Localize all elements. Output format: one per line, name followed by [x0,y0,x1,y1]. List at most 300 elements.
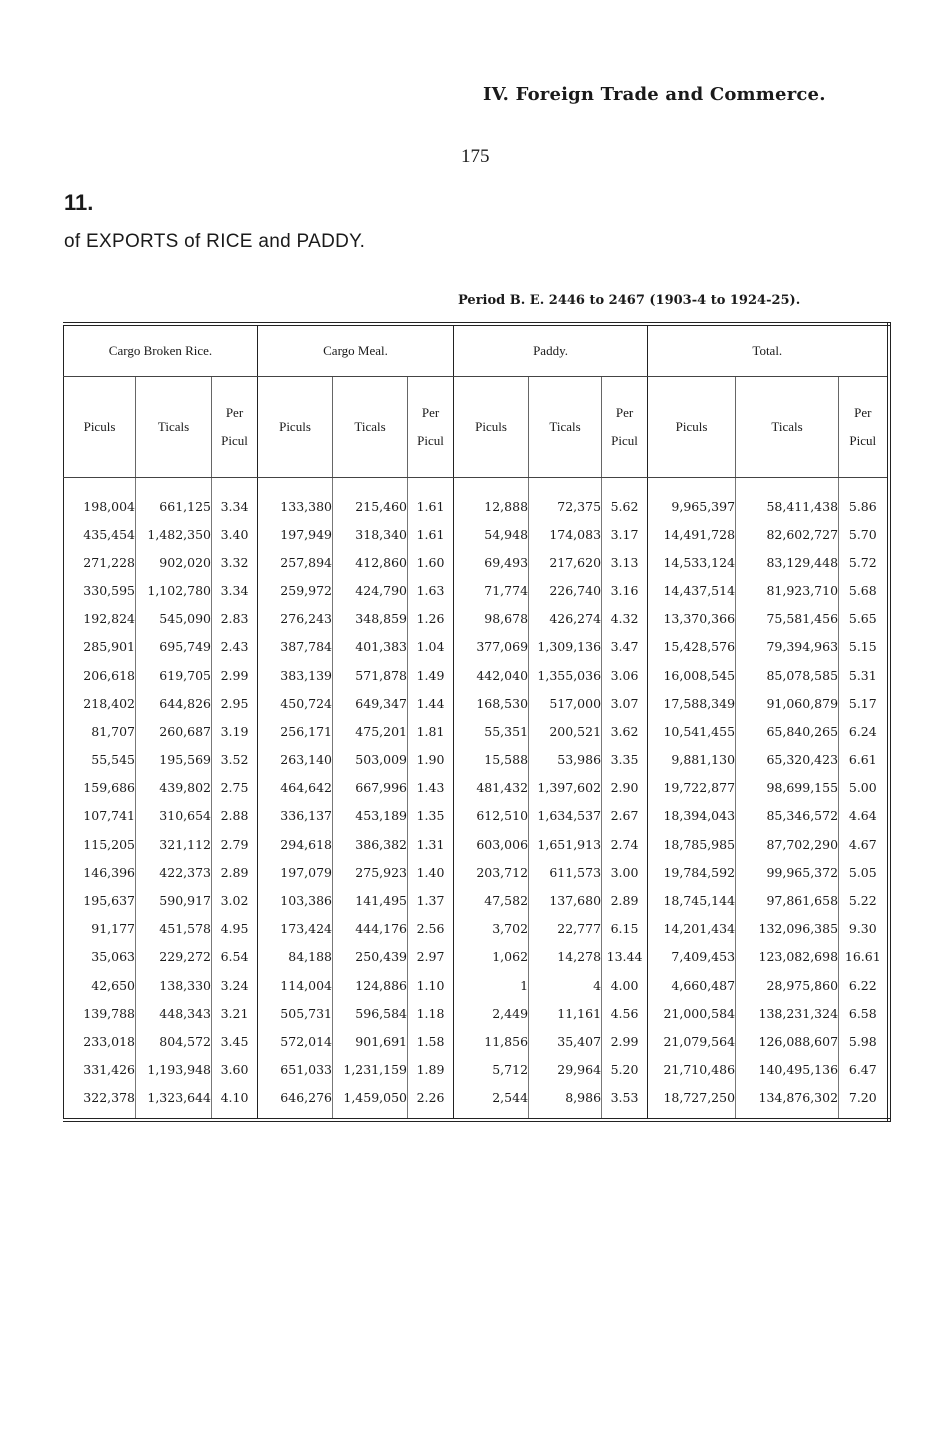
table-row [64,971,889,999]
cell-total-per-picul: 5.98 [839,1027,889,1055]
cell-broken-rice-ticals: 260,687 [136,717,212,745]
cell-meal-ticals: 412,860 [333,548,408,576]
cell-meal-per-picul: 1.43 [408,774,454,802]
table-body [64,478,889,1120]
cell-paddy-ticals: 29,964 [529,1056,602,1084]
cell-total-ticals: 123,082,698 [736,943,839,971]
cell-total-per-picul: 5.05 [839,858,889,886]
column-header-row [64,377,889,478]
table-row [64,774,889,802]
cell-broken-rice-piculs: 146,396 [64,858,136,886]
cell-broken-rice-piculs: 218,402 [64,689,136,717]
cell-total-ticals: 83,129,448 [736,548,839,576]
cell-meal-ticals: 386,382 [333,830,408,858]
cell-meal-piculs: 103,386 [258,886,333,914]
cell-paddy-piculs: 1 [454,971,529,999]
column-header-piculs: Piculs [648,377,736,478]
exports-table-container [63,322,888,1122]
cell-paddy-piculs: 69,493 [454,548,529,576]
cell-paddy-piculs: 603,006 [454,830,529,858]
cell-paddy-per-picul: 4.00 [602,971,648,999]
column-header-per-picul: Per Picul [839,377,889,478]
cell-meal-per-picul: 1.35 [408,802,454,830]
cell-broken-rice-per-picul: 6.54 [212,943,258,971]
cell-paddy-ticals: 22,777 [529,915,602,943]
cell-broken-rice-per-picul: 3.40 [212,520,258,548]
cell-meal-piculs: 263,140 [258,746,333,774]
cell-total-piculs: 10,541,455 [648,717,736,745]
cell-total-ticals: 87,702,290 [736,830,839,858]
cell-total-per-picul: 6.22 [839,971,889,999]
cell-broken-rice-per-picul: 2.43 [212,633,258,661]
column-header-piculs: Piculs [64,377,136,478]
cell-total-ticals: 132,096,385 [736,915,839,943]
cell-total-piculs: 18,727,250 [648,1084,736,1120]
cell-meal-piculs: 256,171 [258,717,333,745]
cell-meal-piculs: 259,972 [258,576,333,604]
cell-broken-rice-per-picul: 4.10 [212,1084,258,1120]
table-row [64,661,889,689]
cell-total-ticals: 85,346,572 [736,802,839,830]
cell-meal-piculs: 646,276 [258,1084,333,1120]
table-row [64,746,889,774]
cell-paddy-piculs: 11,856 [454,1027,529,1055]
cell-broken-rice-per-picul: 3.45 [212,1027,258,1055]
cell-meal-per-picul: 1.31 [408,830,454,858]
cell-meal-ticals: 503,009 [333,746,408,774]
cell-total-per-picul: 6.24 [839,717,889,745]
cell-paddy-ticals: 200,521 [529,717,602,745]
cell-total-ticals: 82,602,727 [736,520,839,548]
cell-meal-piculs: 173,424 [258,915,333,943]
cell-paddy-ticals: 14,278 [529,943,602,971]
cell-paddy-per-picul: 3.00 [602,858,648,886]
cell-total-ticals: 28,975,860 [736,971,839,999]
cell-meal-piculs: 572,014 [258,1027,333,1055]
cell-broken-rice-per-picul: 2.79 [212,830,258,858]
cell-meal-ticals: 318,340 [333,520,408,548]
cell-paddy-per-picul: 3.35 [602,746,648,774]
table-row [64,886,889,914]
cell-paddy-ticals: 1,651,913 [529,830,602,858]
cell-paddy-piculs: 2,449 [454,999,529,1027]
cell-paddy-piculs: 2,544 [454,1084,529,1120]
cell-paddy-per-picul: 2.74 [602,830,648,858]
cell-paddy-piculs: 98,678 [454,605,529,633]
cell-total-ticals: 85,078,585 [736,661,839,689]
cell-meal-piculs: 197,949 [258,520,333,548]
cell-broken-rice-per-picul: 2.89 [212,858,258,886]
cell-total-piculs: 21,000,584 [648,999,736,1027]
cell-broken-rice-per-picul: 3.60 [212,1056,258,1084]
cell-broken-rice-per-picul: 3.02 [212,886,258,914]
group-header-total: Total. [648,324,889,377]
cell-broken-rice-per-picul: 3.34 [212,478,258,521]
cell-meal-ticals: 596,584 [333,999,408,1027]
cell-meal-per-picul: 1.37 [408,886,454,914]
cell-total-piculs: 17,588,349 [648,689,736,717]
cell-total-piculs: 21,710,486 [648,1056,736,1084]
cell-broken-rice-ticals: 448,343 [136,999,212,1027]
cell-total-per-picul: 5.65 [839,605,889,633]
cell-total-piculs: 4,660,487 [648,971,736,999]
cell-total-piculs: 13,370,366 [648,605,736,633]
cell-meal-per-picul: 1.26 [408,605,454,633]
cell-paddy-per-picul: 2.89 [602,886,648,914]
cell-total-ticals: 98,699,155 [736,774,839,802]
cell-paddy-ticals: 11,161 [529,999,602,1027]
cell-paddy-ticals: 611,573 [529,858,602,886]
cell-paddy-piculs: 71,774 [454,576,529,604]
cell-total-piculs: 9,965,397 [648,478,736,521]
cell-total-piculs: 21,079,564 [648,1027,736,1055]
cell-broken-rice-piculs: 115,205 [64,830,136,858]
cell-paddy-per-picul: 4.32 [602,605,648,633]
cell-total-per-picul: 6.58 [839,999,889,1027]
cell-paddy-ticals: 35,407 [529,1027,602,1055]
cell-total-ticals: 79,394,963 [736,633,839,661]
table-row [64,576,889,604]
cell-paddy-ticals: 1,309,136 [529,633,602,661]
cell-total-per-picul: 9.30 [839,915,889,943]
cell-broken-rice-piculs: 35,063 [64,943,136,971]
cell-meal-ticals: 571,878 [333,661,408,689]
cell-broken-rice-piculs: 139,788 [64,999,136,1027]
cell-meal-ticals: 1,459,050 [333,1084,408,1120]
cell-meal-ticals: 901,691 [333,1027,408,1055]
cell-meal-ticals: 401,383 [333,633,408,661]
column-header-piculs: Piculs [258,377,333,478]
group-header-paddy: Paddy. [454,324,648,377]
cell-meal-ticals: 215,460 [333,478,408,521]
cell-total-ticals: 140,495,136 [736,1056,839,1084]
table-number: 11. [64,190,94,215]
group-header-row [64,324,889,377]
cell-broken-rice-ticals: 804,572 [136,1027,212,1055]
cell-broken-rice-per-picul: 3.32 [212,548,258,576]
cell-meal-ticals: 424,790 [333,576,408,604]
cell-meal-per-picul: 1.18 [408,999,454,1027]
cell-broken-rice-per-picul: 2.75 [212,774,258,802]
cell-total-piculs: 18,785,985 [648,830,736,858]
cell-meal-per-picul: 1.61 [408,520,454,548]
cell-broken-rice-per-picul: 4.95 [212,915,258,943]
cell-paddy-ticals: 174,083 [529,520,602,548]
cell-broken-rice-ticals: 310,654 [136,802,212,830]
cell-total-per-picul: 5.17 [839,689,889,717]
cell-broken-rice-per-picul: 2.88 [212,802,258,830]
cell-total-per-picul: 4.67 [839,830,889,858]
cell-total-piculs: 19,784,592 [648,858,736,886]
cell-total-per-picul: 7.20 [839,1084,889,1120]
cell-meal-per-picul: 1.63 [408,576,454,604]
group-header-meal: Cargo Meal. [258,324,454,377]
cell-total-piculs: 14,491,728 [648,520,736,548]
cell-broken-rice-piculs: 322,378 [64,1084,136,1120]
cell-broken-rice-piculs: 435,454 [64,520,136,548]
cell-meal-per-picul: 1.40 [408,858,454,886]
cell-meal-per-picul: 1.61 [408,478,454,521]
cell-meal-per-picul: 1.81 [408,717,454,745]
cell-broken-rice-ticals: 229,272 [136,943,212,971]
cell-meal-ticals: 250,439 [333,943,408,971]
cell-broken-rice-ticals: 590,917 [136,886,212,914]
cell-total-piculs: 9,881,130 [648,746,736,774]
cell-total-ticals: 81,923,710 [736,576,839,604]
cell-paddy-per-picul: 2.99 [602,1027,648,1055]
cell-meal-per-picul: 1.10 [408,971,454,999]
cell-broken-rice-piculs: 91,177 [64,915,136,943]
cell-paddy-ticals: 226,740 [529,576,602,604]
cell-paddy-piculs: 377,069 [454,633,529,661]
cell-broken-rice-ticals: 1,482,350 [136,520,212,548]
cell-total-per-picul: 6.61 [839,746,889,774]
cell-broken-rice-piculs: 233,018 [64,1027,136,1055]
cell-broken-rice-piculs: 81,707 [64,717,136,745]
column-header-ticals: Ticals [136,377,212,478]
table-row [64,478,889,521]
cell-broken-rice-ticals: 644,826 [136,689,212,717]
cell-broken-rice-piculs: 206,618 [64,661,136,689]
table-row [64,717,889,745]
cell-paddy-ticals: 53,986 [529,746,602,774]
cell-total-ticals: 97,861,658 [736,886,839,914]
cell-broken-rice-piculs: 159,686 [64,774,136,802]
cell-broken-rice-per-picul: 2.83 [212,605,258,633]
cell-paddy-per-picul: 3.47 [602,633,648,661]
exports-table [63,322,891,1122]
table-row [64,943,889,971]
cell-paddy-piculs: 612,510 [454,802,529,830]
column-header-piculs: Piculs [454,377,529,478]
cell-paddy-piculs: 55,351 [454,717,529,745]
cell-paddy-ticals: 517,000 [529,689,602,717]
cell-paddy-ticals: 1,397,602 [529,774,602,802]
cell-paddy-per-picul: 3.13 [602,548,648,576]
cell-broken-rice-ticals: 1,102,780 [136,576,212,604]
cell-meal-piculs: 336,137 [258,802,333,830]
cell-broken-rice-ticals: 138,330 [136,971,212,999]
cell-total-per-picul: 5.00 [839,774,889,802]
table-row [64,689,889,717]
cell-broken-rice-per-picul: 2.99 [212,661,258,689]
cell-total-ticals: 58,411,438 [736,478,839,521]
cell-paddy-per-picul: 3.62 [602,717,648,745]
cell-meal-piculs: 464,642 [258,774,333,802]
cell-total-per-picul: 5.22 [839,886,889,914]
cell-total-ticals: 138,231,324 [736,999,839,1027]
cell-paddy-piculs: 442,040 [454,661,529,689]
cell-broken-rice-ticals: 661,125 [136,478,212,521]
cell-paddy-ticals: 72,375 [529,478,602,521]
cell-meal-piculs: 84,188 [258,943,333,971]
cell-broken-rice-ticals: 195,569 [136,746,212,774]
cell-paddy-piculs: 54,948 [454,520,529,548]
cell-paddy-piculs: 15,588 [454,746,529,774]
cell-paddy-ticals: 4 [529,971,602,999]
cell-broken-rice-per-picul: 3.21 [212,999,258,1027]
table-row [64,633,889,661]
cell-meal-piculs: 133,380 [258,478,333,521]
cell-broken-rice-ticals: 545,090 [136,605,212,633]
table-row [64,1027,889,1055]
cell-meal-ticals: 475,201 [333,717,408,745]
cell-total-per-picul: 6.47 [839,1056,889,1084]
cell-total-ticals: 65,320,423 [736,746,839,774]
column-header-per-picul: Per Picul [602,377,648,478]
cell-total-piculs: 15,428,576 [648,633,736,661]
period-caption: Period B. E. 2446 to 2467 (1903-4 to 1924-25). [458,293,801,308]
cell-paddy-piculs: 5,712 [454,1056,529,1084]
cell-meal-piculs: 257,894 [258,548,333,576]
cell-broken-rice-piculs: 195,637 [64,886,136,914]
cell-paddy-per-picul: 13.44 [602,943,648,971]
cell-broken-rice-ticals: 1,323,644 [136,1084,212,1120]
table-row [64,915,889,943]
cell-total-ticals: 65,840,265 [736,717,839,745]
cell-broken-rice-per-picul: 3.52 [212,746,258,774]
column-header-ticals: Ticals [529,377,602,478]
table-title: of EXPORTS of RICE and PADDY. [64,231,366,252]
cell-meal-per-picul: 1.89 [408,1056,454,1084]
cell-total-piculs: 16,008,545 [648,661,736,689]
cell-broken-rice-per-picul: 3.24 [212,971,258,999]
cell-paddy-per-picul: 3.07 [602,689,648,717]
cell-broken-rice-piculs: 198,004 [64,478,136,521]
cell-broken-rice-ticals: 451,578 [136,915,212,943]
cell-paddy-per-picul: 3.06 [602,661,648,689]
table-row [64,1056,889,1084]
cell-meal-piculs: 651,033 [258,1056,333,1084]
cell-broken-rice-ticals: 321,112 [136,830,212,858]
cell-meal-ticals: 444,176 [333,915,408,943]
cell-total-piculs: 14,201,434 [648,915,736,943]
cell-total-piculs: 14,437,514 [648,576,736,604]
cell-total-piculs: 19,722,877 [648,774,736,802]
cell-broken-rice-piculs: 331,426 [64,1056,136,1084]
cell-paddy-piculs: 47,582 [454,886,529,914]
cell-total-piculs: 14,533,124 [648,548,736,576]
cell-broken-rice-ticals: 619,705 [136,661,212,689]
cell-total-per-picul: 5.31 [839,661,889,689]
cell-broken-rice-piculs: 285,901 [64,633,136,661]
cell-total-per-picul: 5.86 [839,478,889,521]
cell-paddy-piculs: 481,432 [454,774,529,802]
cell-meal-ticals: 649,347 [333,689,408,717]
cell-meal-ticals: 453,189 [333,802,408,830]
cell-total-per-picul: 16.61 [839,943,889,971]
cell-paddy-piculs: 3,702 [454,915,529,943]
cell-broken-rice-per-picul: 3.34 [212,576,258,604]
cell-broken-rice-piculs: 55,545 [64,746,136,774]
cell-paddy-piculs: 203,712 [454,858,529,886]
column-header-ticals: Ticals [736,377,839,478]
cell-total-ticals: 99,965,372 [736,858,839,886]
cell-meal-per-picul: 1.44 [408,689,454,717]
cell-meal-ticals: 1,231,159 [333,1056,408,1084]
cell-paddy-per-picul: 2.67 [602,802,648,830]
cell-meal-piculs: 387,784 [258,633,333,661]
table-row [64,830,889,858]
cell-paddy-per-picul: 2.90 [602,774,648,802]
cell-total-ticals: 126,088,607 [736,1027,839,1055]
table-row [64,605,889,633]
cell-total-piculs: 18,745,144 [648,886,736,914]
cell-broken-rice-piculs: 192,824 [64,605,136,633]
cell-broken-rice-per-picul: 2.95 [212,689,258,717]
cell-meal-piculs: 276,243 [258,605,333,633]
cell-paddy-per-picul: 5.20 [602,1056,648,1084]
page-number: 175 [461,146,490,167]
cell-paddy-ticals: 137,680 [529,886,602,914]
cell-meal-per-picul: 2.56 [408,915,454,943]
cell-paddy-per-picul: 3.53 [602,1084,648,1120]
table-row [64,520,889,548]
cell-broken-rice-piculs: 271,228 [64,548,136,576]
cell-broken-rice-ticals: 439,802 [136,774,212,802]
cell-total-per-picul: 4.64 [839,802,889,830]
cell-broken-rice-ticals: 695,749 [136,633,212,661]
cell-total-per-picul: 5.15 [839,633,889,661]
cell-total-piculs: 18,394,043 [648,802,736,830]
cell-broken-rice-ticals: 1,193,948 [136,1056,212,1084]
table-row [64,1084,889,1120]
group-header-broken-rice: Cargo Broken Rice. [64,324,258,377]
cell-paddy-ticals: 1,355,036 [529,661,602,689]
cell-paddy-ticals: 1,634,537 [529,802,602,830]
cell-paddy-ticals: 8,986 [529,1084,602,1120]
cell-meal-per-picul: 2.26 [408,1084,454,1120]
cell-paddy-ticals: 217,620 [529,548,602,576]
cell-meal-piculs: 294,618 [258,830,333,858]
cell-meal-per-picul: 1.04 [408,633,454,661]
cell-meal-per-picul: 1.90 [408,746,454,774]
cell-broken-rice-piculs: 107,741 [64,802,136,830]
table-row [64,548,889,576]
cell-paddy-per-picul: 4.56 [602,999,648,1027]
cell-paddy-per-picul: 3.16 [602,576,648,604]
cell-meal-piculs: 114,004 [258,971,333,999]
table-row [64,802,889,830]
cell-paddy-per-picul: 3.17 [602,520,648,548]
cell-meal-per-picul: 2.97 [408,943,454,971]
column-header-ticals: Ticals [333,377,408,478]
column-header-per-picul: Per Picul [212,377,258,478]
cell-meal-piculs: 197,079 [258,858,333,886]
cell-meal-per-picul: 1.58 [408,1027,454,1055]
cell-meal-ticals: 275,923 [333,858,408,886]
cell-meal-ticals: 124,886 [333,971,408,999]
cell-broken-rice-piculs: 330,595 [64,576,136,604]
cell-total-ticals: 91,060,879 [736,689,839,717]
cell-total-per-picul: 5.70 [839,520,889,548]
cell-total-per-picul: 5.72 [839,548,889,576]
cell-total-ticals: 134,876,302 [736,1084,839,1120]
cell-meal-per-picul: 1.49 [408,661,454,689]
cell-meal-ticals: 141,495 [333,886,408,914]
cell-broken-rice-ticals: 902,020 [136,548,212,576]
cell-paddy-piculs: 168,530 [454,689,529,717]
cell-paddy-ticals: 426,274 [529,605,602,633]
cell-meal-piculs: 383,139 [258,661,333,689]
cell-paddy-per-picul: 5.62 [602,478,648,521]
column-header-per-picul: Per Picul [408,377,454,478]
cell-paddy-piculs: 1,062 [454,943,529,971]
table-row [64,999,889,1027]
cell-broken-rice-ticals: 422,373 [136,858,212,886]
table-row [64,858,889,886]
running-head: IV. Foreign Trade and Commerce. [483,84,826,105]
